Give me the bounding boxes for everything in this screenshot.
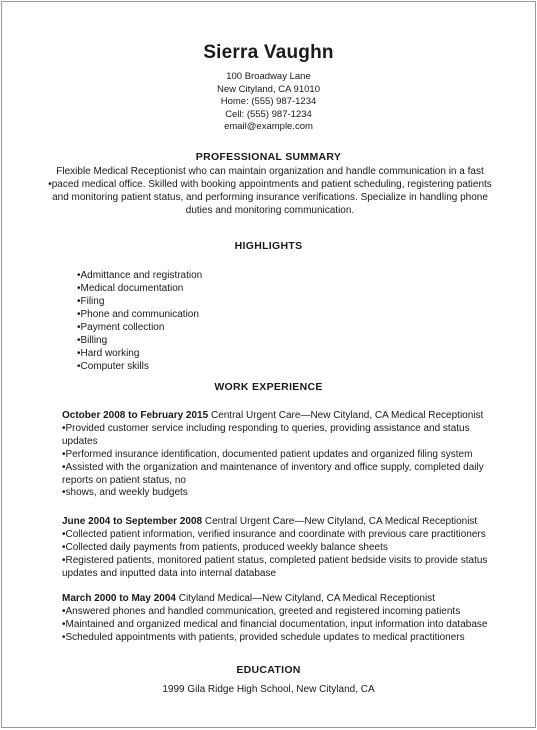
job-duty: •Scheduled appointments with patients, provided schedule updates to medical practitioners xyxy=(62,631,465,643)
highlight-item: •Payment collection xyxy=(77,322,165,333)
job-duty: •Provided customer service including responding to queries, providing assistance and status xyxy=(62,422,470,434)
home-phone: Home: (555) 987-1234 xyxy=(220,96,317,108)
education-entry: 1999 Gila Ridge High School, New Cityland, CA xyxy=(162,684,375,695)
job-duty: reports on patient status, no xyxy=(62,474,186,486)
job-dates: June 2004 to September 2008 xyxy=(62,516,203,527)
job-header xyxy=(62,593,517,606)
job-entry-2 xyxy=(62,516,517,581)
address-line-1: 100 Broadway Lane xyxy=(226,71,311,82)
candidate-name: Sierra Vaughn xyxy=(203,42,334,63)
job-duty: •Collected patient information, verified insurance and coordinate with previous care practitioners xyxy=(62,528,486,540)
highlights-list xyxy=(77,269,202,373)
job-entry-3 xyxy=(62,593,517,645)
highlights-heading: HIGHLIGHTS xyxy=(234,240,303,252)
job-header xyxy=(62,410,517,423)
experience-heading: WORK EXPERIENCE xyxy=(214,381,323,393)
job-employer: Central Urgent Care—New Cityland, CA Medical Receptionist xyxy=(202,516,478,527)
education-heading: EDUCATION xyxy=(236,664,301,676)
summary-line: •paced medical office. Skilled with booking appointments and patient scheduling, registering patients xyxy=(48,179,492,190)
resume-page xyxy=(1,1,536,728)
job-duty: •Collected daily payments from patients, produced weekly balance sheets xyxy=(62,541,388,553)
job-dates: October 2008 to February 2015 xyxy=(62,410,209,421)
summary-line: duties and monitoring communication. xyxy=(185,205,355,216)
highlight-item: •Filing xyxy=(77,296,105,307)
cell-phone: Cell: (555) 987-1234 xyxy=(225,108,312,120)
job-duty: •Assisted with the organization and maintenance of inventory and office supply, completed daily xyxy=(62,461,484,473)
job-dates: March 2000 to May 2004 xyxy=(62,593,176,604)
job-duty: •shows, and weekly budgets xyxy=(62,487,188,499)
job-entry-1 xyxy=(62,410,517,500)
job-employer: Cityland Medical—New Cityland, CA Medical Receptionist xyxy=(175,593,435,604)
job-duty: •Registered patients, monitored patient status, completed patient bedside visits to provide status xyxy=(62,554,488,566)
contact-block xyxy=(2,71,535,134)
highlight-item: •Hard working xyxy=(77,348,140,359)
job-duty: •Answered phones and handled communication, greeted and registered incoming patients xyxy=(62,605,461,617)
highlight-item: •Medical documentation xyxy=(77,283,184,294)
job-duty: updates xyxy=(62,435,98,447)
highlight-item: •Admittance and registration xyxy=(77,270,203,281)
highlight-item: •Billing xyxy=(77,335,108,346)
highlight-item: •Computer skills xyxy=(77,361,149,372)
job-employer: Central Urgent Care—New Cityland, CA Medical Receptionist xyxy=(208,410,484,421)
summary-text xyxy=(46,165,494,217)
job-duty: •Maintained and organized medical and financial documentation, input information into database xyxy=(62,618,488,630)
summary-line: Flexible Medical Receptionist who can maintain organization and handle communication in a fast xyxy=(56,166,484,177)
job-duty: •Performed insurance identification, documented patient updates and organized filing system xyxy=(62,448,473,460)
summary-line: and monitoring patient status, and performing insurance verifications. Specialize in handling phone xyxy=(52,192,488,203)
job-duty: updates and inputted data into internal database xyxy=(62,567,277,579)
highlight-item: •Phone and communication xyxy=(77,309,199,320)
job-header xyxy=(62,516,517,529)
address-line-2: New Cityland, CA 91010 xyxy=(217,83,320,95)
summary-heading: PROFESSIONAL SUMMARY xyxy=(195,151,342,163)
email-address: email@example.com xyxy=(224,121,313,133)
